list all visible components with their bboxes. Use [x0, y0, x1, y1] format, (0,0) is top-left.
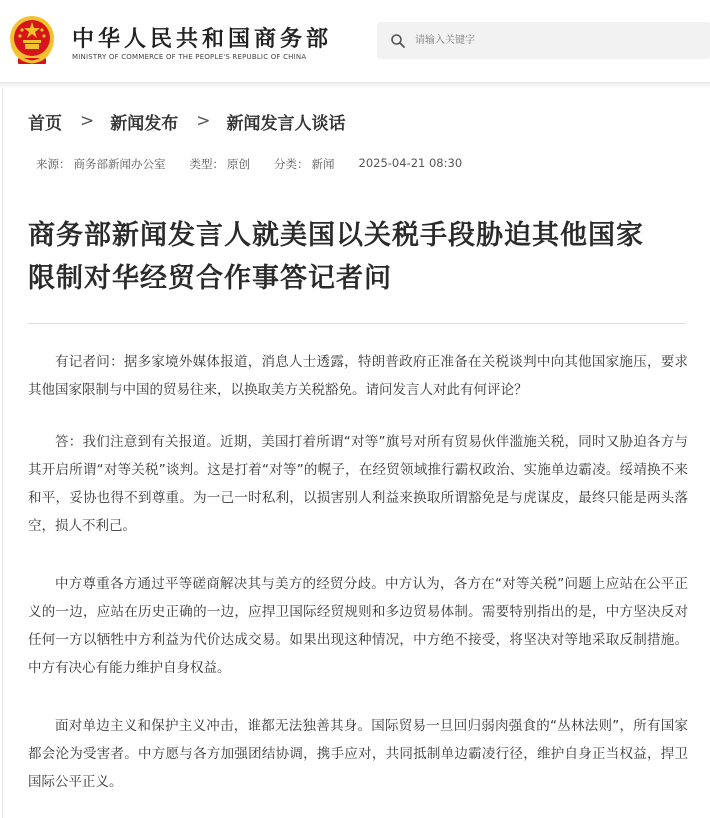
breadcrumb-news-release[interactable]: 新闻发布 [110, 113, 179, 134]
breadcrumb-separator: > [80, 111, 95, 131]
article-paragraph: 面对单边主义和保护主义冲击，谁都无法独善其身。国际贸易一旦回归弱肉强食的“丛林法则”，所有国家都会沦为受害者。中方愿与各方加强团结协调，携手应对，共同抵制单边霸凌行径，维护自身正当权益，捍卫国际公平正义。 [28, 718, 688, 790]
meta-category-value: 新闻 [311, 157, 335, 171]
meta-type-value: 原创 [227, 157, 250, 171]
article-paragraph: 中方尊重各方通过平等磋商解决其与美方的经贸分歧。中方认为，各方在“对等关税”问题上应站在公平正义的一边，应站在历史正确的一边，应捍卫国际经贸规则和多边贸易体制。需要特别指出的是，中方坚决反对任何一方以牺牲中方利益为代价达成交易。如果出现这种情况，中方绝不接受，将坚决对等地采取反制措施。中方有决心有能力维护自身权益。 [28, 576, 688, 676]
meta-source [36, 156, 166, 172]
article-paragraph: 有记者问：据多家境外媒体报道，消息人士透露，特朗普政府正准备在关税谈判中向其他国家施压，要求其他国家限制与中国的贸易往来，以换取美方关税豁免。请问发言人对此有何评论？ [28, 354, 688, 398]
site-title[interactable]: 中华人民共和国商务部 [72, 27, 333, 52]
article-title-line-2: 限制对华经贸合作事答记者问 [28, 263, 392, 294]
article-title [28, 214, 678, 300]
meta-category-label: 分类： [274, 157, 309, 171]
search-input[interactable] [415, 22, 695, 59]
meta-datetime: 2025-04-21 08:30 [358, 156, 463, 170]
site-subtitle: MINISTRY OF COMMERCE OF THE PEOPLE'S REPUBLIC OF CHINA [72, 53, 307, 61]
meta-type-label: 类型： [189, 157, 224, 171]
breadcrumb [28, 108, 346, 134]
meta-type [190, 156, 251, 172]
meta-source-value: 商务部新闻办公室 [73, 157, 166, 171]
breadcrumb-home[interactable]: 首页 [28, 113, 62, 134]
breadcrumb-separator: > [196, 111, 211, 131]
search-icon[interactable] [390, 33, 406, 49]
article-meta [36, 156, 486, 172]
search-box[interactable] [377, 22, 710, 59]
meta-source-label: 来源： [36, 157, 71, 171]
site-header [0, 0, 710, 82]
national-emblem-icon[interactable] [8, 14, 56, 66]
breadcrumb-spokesperson[interactable]: 新闻发言人谈话 [226, 113, 346, 134]
meta-category [274, 156, 335, 172]
title-divider [28, 323, 686, 324]
content-border [2, 88, 3, 818]
article-title-line-1: 商务部新闻发言人就美国以关税手段胁迫其他国家 [28, 220, 644, 251]
article-paragraph: 答：我们注意到有关报道。近期，美国打着所谓“对等”旗号对所有贸易伙伴滥施关税，同时又胁迫各方与其开启所谓“对等关税”谈判。这是打着“对等”的幌子，在经贸领域推行霸权政治、实施单边霸凌。绥靖换不来和平，妥协也得不到尊重。为一己一时私利，以损害别人利益来换取所谓豁免是与虎谋皮，最终只能是两头落空，损人不利己。 [28, 434, 688, 534]
header-shadow [0, 82, 710, 88]
